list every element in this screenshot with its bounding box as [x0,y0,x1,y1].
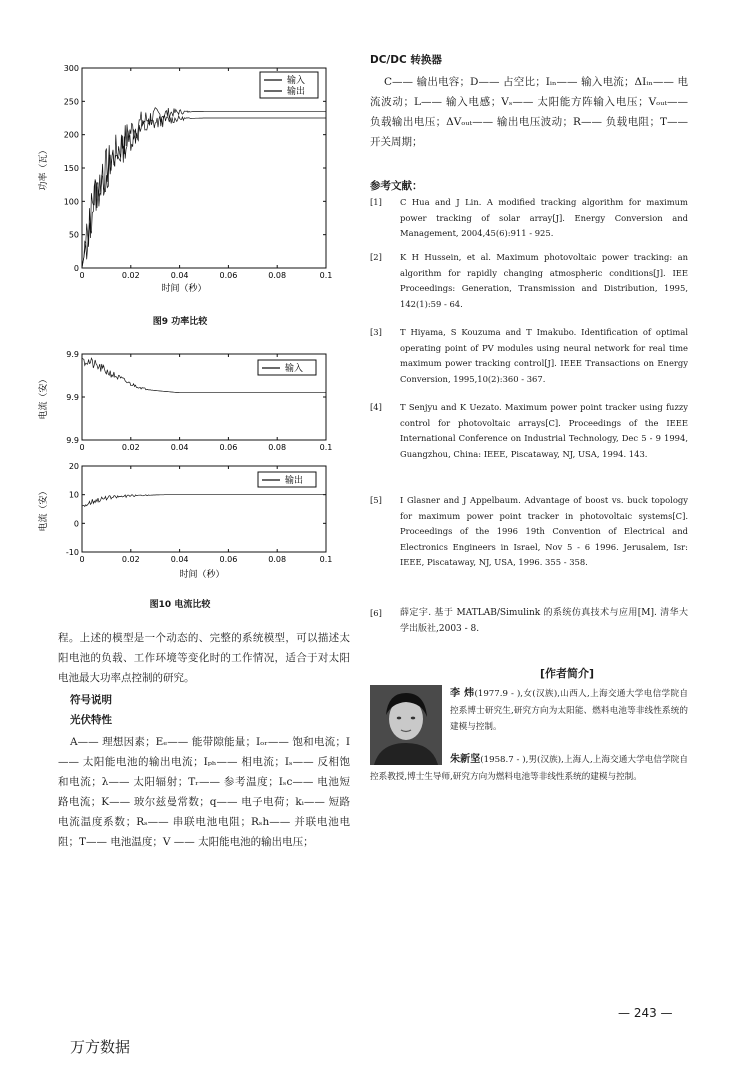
fig10-top-legend-label: 输入 [285,364,304,374]
reference-item [370,606,688,637]
fig10-bottom-ytick-label: 10 [68,490,79,500]
reference-item [370,493,688,571]
fig10-top-ytick-label: 9.9 [66,436,79,445]
fig10-top-xtick-label: 0.08 [268,443,287,452]
figure-10-caption: 图10 电流比较 [149,600,211,610]
fig9-ytick-label: 50 [68,230,79,240]
fig10-top-xtick-label: 0.06 [219,443,238,452]
fig10-top-xtick-label: 0.1 [319,443,333,452]
fig9-legend-label: 输入 [287,76,306,86]
page-number: — 243 — [618,1006,673,1020]
fig10-bottom-ylabel: 电流（安） [39,486,49,532]
pv-symbols-list: A—— 理想因素；Eₑ—— 能带隙能量；Iₒᵣ—— 饱和电流；I—— 太阳能电池的输出电流；Iₚₕ—— 相电流；Iₛ—— 反相饱和电流；λ—— 太阳辐射；Tᵣ—— 参考温度；Iₛc—— 电池短路电流；K—— 玻尔兹曼常数；q—— 电子电荷；kᵢ—— 短路电流温度系数；Rₛ—— 串联电池电阻；Rₛh—— 并联电池电阻；T—— 电池温度；V —— 太阳能电池的输出电压； [58,736,350,848]
fig9-ylabel: 功率（瓦） [39,145,49,191]
fig10-top-ytick-label: 9.9 [66,393,79,402]
reference-item [370,400,688,462]
fig9-xtick-label: 0.08 [268,271,287,280]
author-bio-1: 李 炜(1977.9 - ),女(汉族),山西人,上海交通大学电信学院自控系博士研究生,研究方向为太阳能、燃料电池等非线性系统的建模与控制。 [450,688,689,732]
reference-number: [3] [370,327,382,337]
references-heading: 参考文献： [370,180,423,192]
fig10-top-ylabel: 电流（安） [39,374,49,420]
fig9-legend-label: 输出 [287,87,306,97]
fig10-xlabel: 时间（秒） [179,570,225,580]
reference-text: K H Hussein, et al. Maximum photovoltaic power tracking: an algorithm for rapidly changing atmospheric conditions[J]. IEE Proceedings: Generation, Transmission and Distribution, 1995, 142(1):59 - 64. [400,252,688,309]
body-paragraph: 程。上述的模型是一个动态的、完整的系统模型，可以描述太阳电池的负载、工作环境等变化时的工作情况，适合于对太阳电池最大功率点控制的研究。 [58,632,350,684]
fig9-ytick-label: 0 [73,264,79,273]
author-section-header: [作者简介] [540,667,595,680]
fig10-bottom-series [82,495,326,507]
fig10-bottom-ytick-label: 0 [73,519,79,529]
figure-9-power-chart [30,58,340,303]
fig10-bottom-ytick-label: -10 [65,548,79,557]
watermark-wanfang: 万方数据 [70,1038,131,1056]
reference-text: I Glasner and J Appelbaum. Advantage of boost vs. buck topology for maximum power point tracker in photovoltaic systems[C]. Proceedings of the 1996 19th Convention of Electrical and Electronics Engineers in Israel, Nov 5 - 6 1996. Jerusalem, Isr: IEEE, Piscataway, NJ, USA, 1996. 355 - 358. [400,495,688,567]
fig10-top-xtick-label: 0 [79,443,85,452]
fig10-top-ytick-label: 9.9 [66,350,79,359]
fig9-xtick-label: 0 [79,271,85,280]
symbols-heading: 符号说明 [70,694,112,706]
fig10-top-xtick-label: 0.02 [121,443,140,452]
fig9-ytick-label: 200 [63,130,79,140]
reference-number: [5] [370,495,382,505]
fig9-series-input [82,108,326,268]
fig9-xlabel: 时间（秒） [161,284,207,294]
reference-text: 薛定宇. 基于 MATLAB/Simulink 的系统仿真技术与应用[M]. 清华大学出版社,2003 - 8. [400,608,688,634]
dcdc-heading: DC/DC 转换器 [370,54,442,66]
reference-number: [4] [370,402,382,412]
fig9-series-output [82,116,326,269]
fig9-ytick-label: 100 [63,197,79,207]
figure-10-current-chart [30,348,340,588]
fig9-xtick-label: 0.1 [319,271,333,280]
fig9-xtick-label: 0.04 [170,271,189,280]
fig10-bottom-xtick-label: 0.1 [319,555,333,564]
reference-number: [2] [370,252,382,262]
fig9-xtick-label: 0.02 [121,271,140,280]
fig10-bottom-xtick-label: 0.06 [219,555,238,564]
reference-number: [1] [370,197,382,207]
reference-number: [6] [370,608,382,618]
reference-item [370,325,688,387]
pv-heading: 光伏特性 [70,714,112,726]
reference-text: T Hiyama, S Kouzuma and T Imakubo. Identification of optimal operating point of PV modules using neural network for real time maximum power tracking control[J]. IEEE Transactions on Energy Conversion, 1995,10(2):360 - 367. [400,327,688,384]
fig9-xtick-label: 0.06 [219,271,238,280]
reference-text: T Senjyu and K Uezato. Maximum power point tracker using fuzzy control for photovoltaic arrays[C]. Proceedings of the IEEE International Conference on Industrial Technology, Dec 5 - 9 1994, Guangzhou, China: IEEE, Piscataway, NJ, USA, 1994. 143. [400,402,688,459]
dcdc-symbols-list: C—— 输出电容；D—— 占空比；Iᵢₙ—— 输入电流；ΔIᵢₙ—— 电流波动；L—— 输入电感；Vₛ—— 太阳能方阵输入电压；Vₒᵤₜ—— 负载输出电压；ΔVₒᵤₜ—— 输出电压波动；R—— 负载电阻；T—— 开关周期； [370,76,688,148]
fig9-ytick-label: 150 [63,164,79,173]
figure-9-caption: 图9 功率比较 [152,317,208,327]
author-name-1: 李 炜 [450,688,475,699]
fig10-bottom-xtick-label: 0.08 [268,555,287,564]
fig10-bottom-ytick-label: 20 [68,462,79,471]
reference-item [370,195,688,242]
fig9-ytick-label: 300 [63,64,79,73]
fig10-bottom-xtick-label: 0 [79,555,85,564]
fig10-bottom-xtick-label: 0.04 [170,555,189,564]
fig9-ytick-label: 250 [63,97,79,107]
fig10-bottom-xtick-label: 0.02 [121,555,140,564]
fig10-bottom-legend-label: 输出 [285,476,304,486]
fig10-top-xtick-label: 0.04 [170,443,189,452]
author-name-2: 朱新坚 [450,754,481,765]
reference-text: C Hua and J Lin. A modified tracking algorithm for maximum power tracking of solar array[J]. Energy Conversion and Management, 2004,45(6):911 - 925. [400,197,688,238]
reference-item [370,250,688,312]
author-bio-2: 朱新坚(1958.7 - ),男(汉族),上海人,上海交通大学电信学院自控系教授,博士生导师,研究方向为燃料电池等非线性系统的建模与控制。 [370,754,689,782]
